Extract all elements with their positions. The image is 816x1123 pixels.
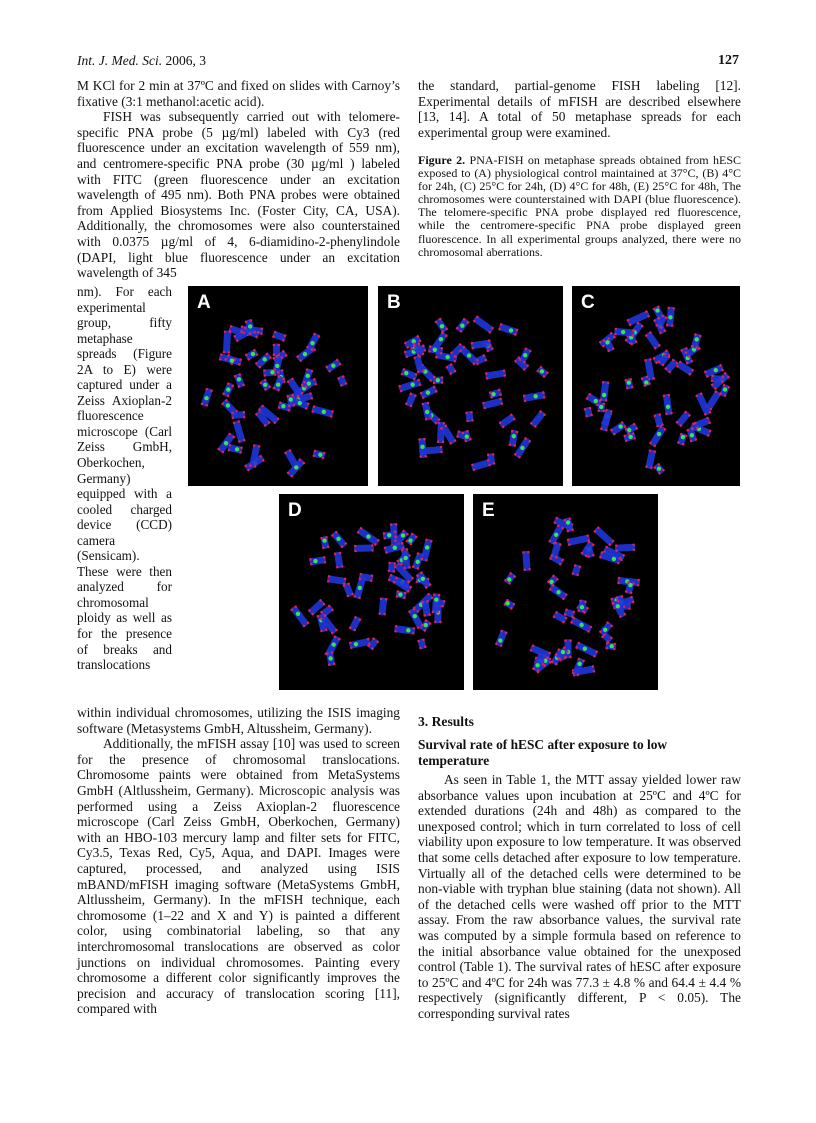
chromosome [666, 306, 675, 327]
chromosome [356, 526, 380, 546]
left-column-narrow [77, 284, 172, 673]
chromosome [482, 397, 504, 409]
paragraph-fixation: M KCl for 2 min at 37ºC and fixed on slides with Carnoy’s fixative (3:1 methanol:acetic acid). [77, 78, 400, 109]
chromosome [498, 413, 516, 429]
chromosome [327, 575, 347, 586]
panel-label-a: A [197, 292, 211, 313]
figure-label: Figure 2. [418, 153, 466, 167]
chromosome [231, 411, 246, 419]
chromosome [529, 410, 546, 429]
figure-panel-a [188, 286, 368, 486]
chromosome [290, 605, 310, 628]
paragraph-results: As seen in Table 1, the MTT assay yielded lower raw absorbance values upon incubation at 25ºC and 4ºC for extended durations (24h and 48h) as compared to the unexposed control; which in turn correlated to loss of cell viability upon exposure to low temperature. It was observed that some cells detached after exposure to low temperature. Virtually all of the detached cells were determined to be non-viable with tryphan blue staining (data not shown). All of the detached cells were washed off prior to the MTT assay. From the raw absorbance values, the survival rate was computed by a simple formula based on reference to the initial absorbance value obtained for the unexposed control (Table 1). The survival rates of hESC after exposure to 25ºC and 4ºC for 24h was 77.3 ± 4.8 % and 64.4 ± 4.4 % respectively (significantly different, P < 0.05). The corresponding survival rates [418, 772, 741, 1021]
chromosome [428, 345, 444, 355]
chromosome [662, 393, 672, 415]
paragraph-fish-end: within individual chromosomes, utilizing the ISIS imaging software (Metasystems GmbH, Altussheim, Germany). [77, 705, 400, 736]
chromosome [677, 432, 688, 446]
chromosome [522, 551, 531, 572]
chromosome [508, 429, 518, 447]
left-column-bottom [77, 705, 400, 1017]
chromosome [495, 629, 508, 647]
chromosome [649, 425, 667, 448]
chromosome [273, 343, 281, 356]
panel-label-b: B [387, 292, 401, 313]
figure-panel-c [572, 286, 740, 486]
chromosome [398, 378, 422, 392]
chromosome [312, 449, 326, 459]
chromosome [676, 360, 695, 376]
chromosome [653, 462, 665, 475]
chromosome [504, 572, 517, 586]
chromosome [233, 373, 245, 389]
page-number: 127 [718, 53, 739, 68]
chromosome [609, 421, 626, 436]
left-column-top [77, 78, 400, 281]
chromosome [405, 392, 417, 408]
chromosome [465, 411, 474, 423]
subsection-heading: Survival rate of hESC after exposure to low temperature [418, 737, 668, 768]
chromosome [200, 387, 213, 407]
chromosome [445, 363, 457, 376]
chromosome [418, 438, 427, 459]
chromosome [615, 543, 636, 552]
chromosome [337, 375, 348, 388]
chromosome [575, 641, 599, 658]
chromosome [488, 388, 502, 399]
metaphase-spread-c [572, 286, 740, 486]
chromosome [223, 330, 232, 354]
chromosome [263, 368, 277, 377]
chromosome [485, 369, 507, 380]
chromosome [249, 444, 261, 468]
chromosome [600, 381, 610, 402]
right-column-bottom [418, 772, 741, 1022]
chromosome [624, 378, 634, 390]
chromosome [571, 564, 581, 577]
chromosome [522, 391, 546, 402]
figure-caption [418, 154, 741, 259]
figure-panel-d [279, 494, 464, 690]
chromosome [326, 651, 336, 666]
metaphase-spread-d [279, 494, 464, 690]
chromosome [348, 615, 361, 632]
metaphase-spread-b [378, 286, 563, 486]
chromosome [421, 600, 431, 617]
chromosome [309, 556, 327, 566]
chromosome [419, 385, 438, 399]
panel-label-e: E [482, 500, 495, 521]
right-column-top [418, 78, 741, 140]
chromosome [394, 625, 416, 635]
paragraph-fish: FISH was subsequently carried out with telomere-specific PNA probe (5 µg/ml) labeled with Cy3 (red fluorescence under an excitation wavelength of 559 nm), and centromere-specific PNA probe (30 µg/ml ) labeled with FITC (green fluorescence under an excitation wavelength of 495 nm). Both PNA probes were obtained from Applied Biosystems Inc. (Foster City, CA, USA). Additionally, the chromosomes were also counterstained with 0.0375 µg/ml of 4, 6-diamidino-2-phenylindole (DAPI, light blue fluorescence under an excitation wavelength of 345 [77, 109, 400, 281]
metaphase-spread-a [188, 286, 368, 486]
chromosome [503, 598, 516, 610]
chromosome [306, 332, 321, 351]
chromosome [570, 616, 593, 633]
chromosome [325, 358, 342, 373]
panel-label-c: C [581, 292, 595, 313]
chromosome [320, 536, 330, 550]
panel-label-d: D [288, 500, 302, 521]
chromosome [471, 459, 492, 472]
chromosome [536, 365, 550, 378]
running-header-journal: Int. J. Med. Sci. 2006, 3 [77, 53, 206, 68]
chromosome [675, 410, 691, 427]
chromosome [227, 444, 243, 455]
chromosome [334, 551, 344, 569]
chromosome [349, 637, 371, 649]
chromosome [311, 405, 334, 418]
chromosome [690, 333, 701, 350]
paragraph-fish-continued: nm). For each experimental group, fifty metaphase spreads (Figure 2A to E) were captured under a Zeiss Axioplan-2 fluorescence microscope (Carl Zeiss GmbH, Oberkochen, Germany) equipped with a cooled charged device (CCD) camera (Sensicam). These were then analyzed for chromosomal ploidy as well as for the presence of breaks and translocations [77, 284, 172, 673]
chromosome [472, 315, 494, 334]
paragraph-mfish: Additionally, the mFISH assay [10] was used to screen for the presence of chromosomal translocations. Chromosome paints were obtained from MetaSystems GmbH (Altlussheim, Germany). Microscopic analysis was performed using a Zeiss Axioplan-2 fluorescence microscope (Carl Zeiss GmbH, Oberkochen, Germany) with an HBO-103 mercury lamp and filter sets for FITC, Cy3.5, Texas Red, Cy5, Aqua, and DAPI. Images were captured, processed, and analyzed using ISIS mBAND/mFISH imaging software (MetaSystems GmbH, Altlussheim, Germany). In the mFISH technique, each chromosome (1–22 and X and Y) is painted a different color, using combinatorial labeling, so that any interchromosomal translocations are observed as color junctions on individual chromosomes. Painting every chromosome a different color significantly improves the precision and accuracy of translocation scoring [11], compared with [77, 736, 400, 1017]
chromosome [259, 378, 271, 391]
chromosome [272, 330, 287, 342]
chromosome [710, 374, 724, 383]
chromosome [354, 544, 374, 552]
chromosome [420, 538, 433, 562]
paragraph-mfish-continued: the standard, partial-genome FISH labeling [12]. Experimental details of mFISH are described elsewhere [13, 14]. A total of 50 metaphase spreads for each experimental group were examined. [418, 78, 741, 140]
figure-panel-e [473, 494, 658, 690]
chromosome [222, 382, 235, 398]
chromosome [395, 590, 407, 599]
chromosome [417, 638, 427, 650]
figure-caption-text: PNA-FISH on metaphase spreads obtained from hESC exposed to (A) physiological control maintained at 37°C, (B) 4°C for 24h, (C) 25°C for 24h, (D) 4°C for 48h, (E) 25°C for 48h, The chromosomes were counterstained with DAPI (blue fluorescence). The telomere-specific PNA probe displayed red fluorescence, while the centromere-specific PNA probe displayed green fluorescence. In all experimental groups analyzed, there were no chromosomal aberrations. [418, 153, 742, 259]
chromosome [548, 583, 568, 600]
chromosome [378, 597, 387, 616]
chromosome [614, 328, 635, 337]
chromosome [593, 526, 615, 547]
chromosome [244, 348, 259, 361]
chromosome [653, 413, 664, 428]
chromosome [605, 642, 616, 651]
chromosome [455, 317, 470, 333]
chromosome [434, 317, 449, 333]
chromosome [498, 323, 519, 337]
chromosome [232, 420, 245, 444]
chromosome [644, 331, 661, 350]
figure-panel-b [378, 286, 563, 486]
metaphase-spread-e [473, 494, 658, 690]
chromosome [330, 530, 347, 549]
chromosome [400, 368, 418, 381]
chromosome [583, 406, 593, 418]
section-heading: 3. Results [418, 714, 474, 729]
